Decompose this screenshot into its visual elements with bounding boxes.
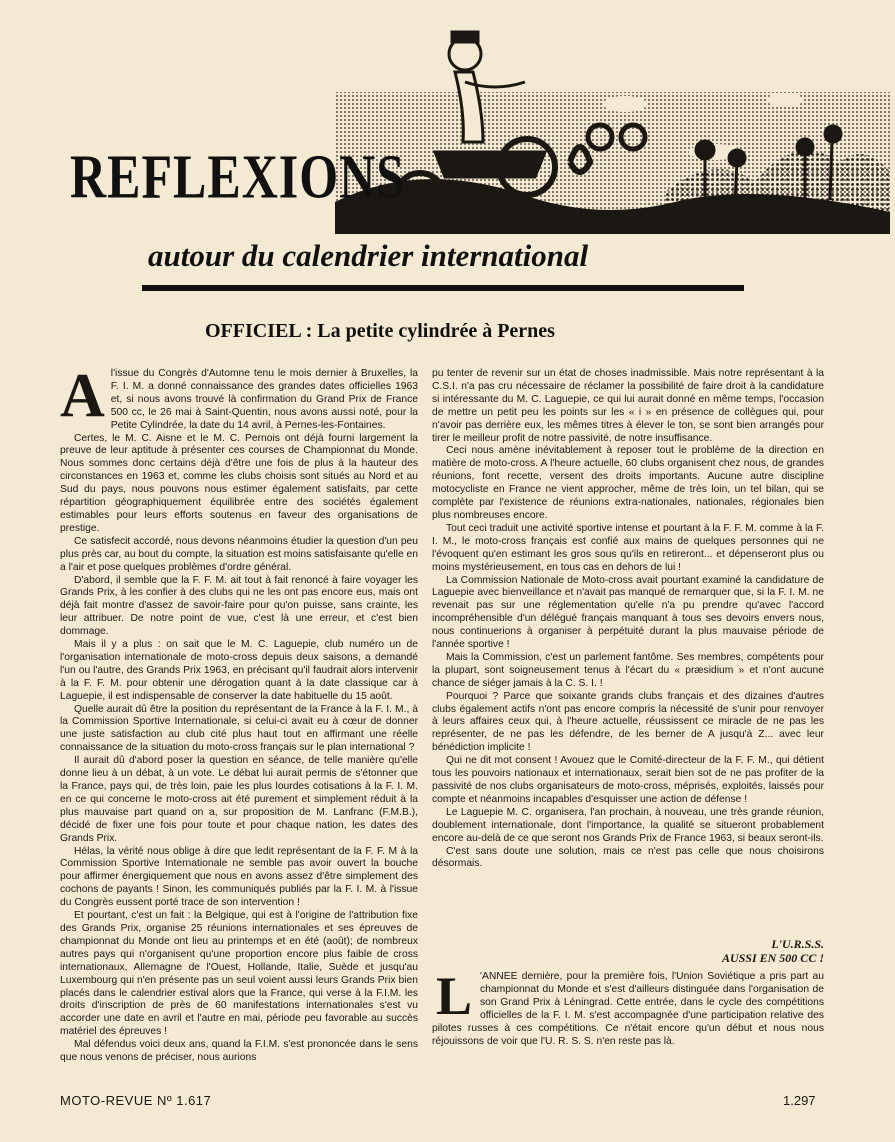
paragraph: l'issue du Congrès d'Automne tenu le mois dernier à Bruxelles, la F. I. M. a donné connaissance des grandes dates officielles 1963 et, si nous avons trouvé là confirmation du Grand Prix de France 500 cc, le 26 mai à Saint-Quentin, nous avons aussi noté, pour la Petite Cylindrée, la date du 14 avril, à Pernes-les-Fontaines. [110,368,418,431]
paragraph: Quelle aurait dû être la position du représentant de la France à la F. I. M., à la Commission Sportive Internationale, si celui-ci avait eu à cœur de donner une juste satisfaction au club cité plus haut tout en affirmant une réelle connaissance de la situation du moto-cross français sur le plan international ? [60,703,418,754]
urss-heading [432,937,824,965]
page-number: 1.297 [783,1093,816,1108]
paragraph: Il aurait dû d'abord poser la question en séance, de telle manière qu'elle donne lieu à un débat, à un vote. Le débat lui aurait permis de s'étonner que la France, pays qui, de très loin, paie les plus lourdes cotisations à la F. I. M. en ce qui concerne le moto-cross ait été purement et simplement réduit à la plus mauvaise part quand on a, sur proposition de M. Lanfranc (F.M.B.), décidé de fixer une fois pour toute et pour chaque nation, les dates des Grands Prix. [60,755,418,844]
urss-heading-line2: AUSSI EN 500 CC ! [721,951,824,965]
paragraph: D'abord, il semble que la F. F. M. ait tout à fait renoncé à faire voyager les Grands Prix, à les confier à des clubs qui ne les ont pas encore eus, mais ont déjà fait montre d'assez de savoir-faire pour qu'on puisse, sans crainte, les leur attribuer. De notre point de vue, c'est là une erreur, et c'est bien dommage. [60,574,418,638]
motocross-illustration [335,22,890,234]
drop-cap: A [60,362,105,430]
page-title: REFLEXIONS [70,141,406,212]
paragraph: Qui ne dit mot consent ! Avouez que le Comité-directeur de la F. F. M., qui détient tous les pouvoirs nationaux et internationaux, serait bien sot de ne pas profiter de la passivité de nos clubs organisateurs de moto-cross, méprisés, exploités, laissés pour compte et néanmoins incapables d'esquisser une action de défense ! [432,755,824,805]
right-column [432,368,824,871]
urss-sidebar [432,937,824,1048]
paragraph: Certes, le M. C. Aisne et le M. C. Pernois ont déjà fourni largement la preuve de leur aptitude à présenter ces courses de Championnat du Monde. Nous sommes donc certains déjà d'être une fois de plus à la hauteur des circonstances en 1963 et, comme les clubs choisis sont situés au Nord et au Sud du pays, nous pouvons nous estimer également satisfaits, par cette répartition géographiquement équilibrée entre des sociétés également estimables pour leurs efforts soutenus en faveur des organisations de prestige. [60,432,418,534]
paragraph: Mais il y a plus : on sait que le M. C. Laguepie, club numéro un de l'organisation internationale de moto-cross depuis deux saisons, a demandé l'un ou l'autre, des Grands Prix 1963, en précisant qu'il faudrait alors intervenir à la F. F. M. pour obtenir une dérogation quant à la date classique car à Laguepie, il est indispensable de conserver la date habituelle du 15 août. [60,639,418,702]
paragraph: Ceci nous amène inévitablement à reposer tout le problème de la direction en matière de moto-cross. A l'heure actuelle, 60 clubs organisent chez nous, de grandes réunions, font recette, versent des droits importants. Aucune autre discipline motocycliste en France ne vient approcher, même de très loin, un tel bilan, qui se complète par l'existence de réunions extra-nationales, nationales, régionales bien plus nombreuses encore. [432,445,824,521]
paragraph: Pourquoi ? Parce que soixante grands clubs français et des dizaines d'autres clubs également actifs n'ont pas encore compris la nécessité de s'unir pour renvoyer à leurs affaires ceux qui, à l'heure actuelle, réussissent ce miracle de ne pas les représenter, de ne pas les défendre, de les berner de A jusqu'à Z... avec leur bénédiction implicite ! [432,690,824,754]
page-subtitle: autour du calendrier international [148,238,589,273]
title-rule [142,285,744,291]
paragraph: Tout ceci traduit une activité sportive intense et pourtant à la F. F. M. comme à la F. I. M., le moto-cross français est confié aux mains de quelques personnes qui ne l'évoquent qu'en estimant les gros sous qu'ils en retireront... et dépenseront plus ou moins mystérieusement, en tous cas en dehors de lui ! [432,522,824,573]
paragraph: La Commission Nationale de Moto-cross avait pourtant examiné la candidature de Laguepie avec bienveillance et n'avait pas manqué de remarquer que, si la F. I. M. ne revenait pas sur une réglementation qu'elle n'a pu prendre qu'avec l'accord incompréhensible d'un délégué français manquant à tous ses devoirs envers nous, nous continuerions à organiser à perpétuité durant la plus mauvaise période de l'année sportive ! [432,574,824,651]
magazine-issue: MOTO-REVUE Nº 1.617 [60,1093,212,1108]
left-column [60,362,418,1065]
paragraph: Hélas, la vérité nous oblige à dire que ledit représentant de la F. F. M à la Commission Sportive Internationale ne semble pas avoir ouvert la bouche pour affirmer énergiquement que nous en avons assez d'être simplement des cochons de payants ! Sinon, les communiqués publiés par la F. I. M. à l'issue du Congrès eussent porté trace de son intervention ! [60,845,418,909]
paragraph: Mais la Commission, c'est un parlement fantôme. Ses membres, compétents pour la plupart, sont soigneusement tenus à l'écart du « præsidium » et n'ont aucune chance de siéger jamais à la C. S. I. ! [432,651,824,689]
section-title: OFFICIEL : La petite cylindrée à Pernes [205,320,555,342]
paragraph: Mal défendus voici deux ans, quand la F.I.M. s'est prononcée dans le sens que nous venons de préciser, nous aurions [60,1039,418,1064]
urss-heading-line1: L'U.R.S.S. [771,937,824,951]
paragraph: Le Laguepie M. C. organisera, l'an prochain, à nouveau, une très grande réunion, doublement internationale, dont l'importance, la qualité se situeront probablement encore au-delà de ce que seront nos Grands Prix de France 1963, si beaux seront-ils. [432,806,824,844]
le-script: le cross [340,200,426,231]
urss-drop-cap: L [436,966,473,1026]
urss-text: 'ANNEE dernière, pour la première fois, l'Union Soviétique a pris part au championnat du Monde et s'est d'ailleurs distinguée dans l'organisation de son Grand Prix à Léningrad. Cette entrée, dans le cycle des compétitions officielles de la F. I. M. s'est accompagnée d'une participation relative des pilotes russes à ces compétitions. Ce n'était encore qu'un début et nous nous réjouissons de voir que l'U. R. S. S. n'en reste pas là. [432,971,824,1047]
paragraph: C'est sans doute une solution, mais ce n'est pas celle que nous choisirons désormais. [432,845,824,870]
paragraph: Et pourtant, c'est un fait : la Belgique, qui est à l'origine de l'attribution fixe des Grands Prix, organise 25 réunions internationales et ses épreuves de championnat du Monde ont lieu au printemps et en été (août); de nombreux autres pays qui n'organisent qu'une proportion encore plus faible de cross internationaux, Allemagne de l'Ouest, Hollande, Italie, Suède et jusqu'au Luxembourg qui n'en présente pas un seul voient aussi leurs Grands Prix bien placés dans le calendrier estival alors que la France, qui verse à la F.I.M. les droits d'inscription de près de 60 manifestations internationales s'est vu accorder une date en avril et l'autre en mai, période peu favorable au succès matériel des épreuves ! [60,910,418,1038]
paragraph: pu tenter de revenir sur un état de choses inadmissible. Mais notre représentant à la C.S.I. n'a pas cru nécessaire de réclamer la possibilité de faire droit à la candidature si intéressante du M. C. Laguepie, ce qui lui aurait donné en même temps, l'occasion de mettre un petit peu les points sur les « i » en présence de collègues qui, pour n'avoir pas derrière eux, les mêmes titres à élever le ton, se sont bien arrangés pour tirer le meilleur profit de notre passivité, de notre insuffisance. [432,368,824,444]
paragraph: Ce satisfecit accordé, nous devons néanmoins étudier la question d'un peu plus près car, au bout du compte, la situation est moins satisfaisante qu'elle en a l'air et pose quelques problèmes d'ordre général. [60,535,418,573]
